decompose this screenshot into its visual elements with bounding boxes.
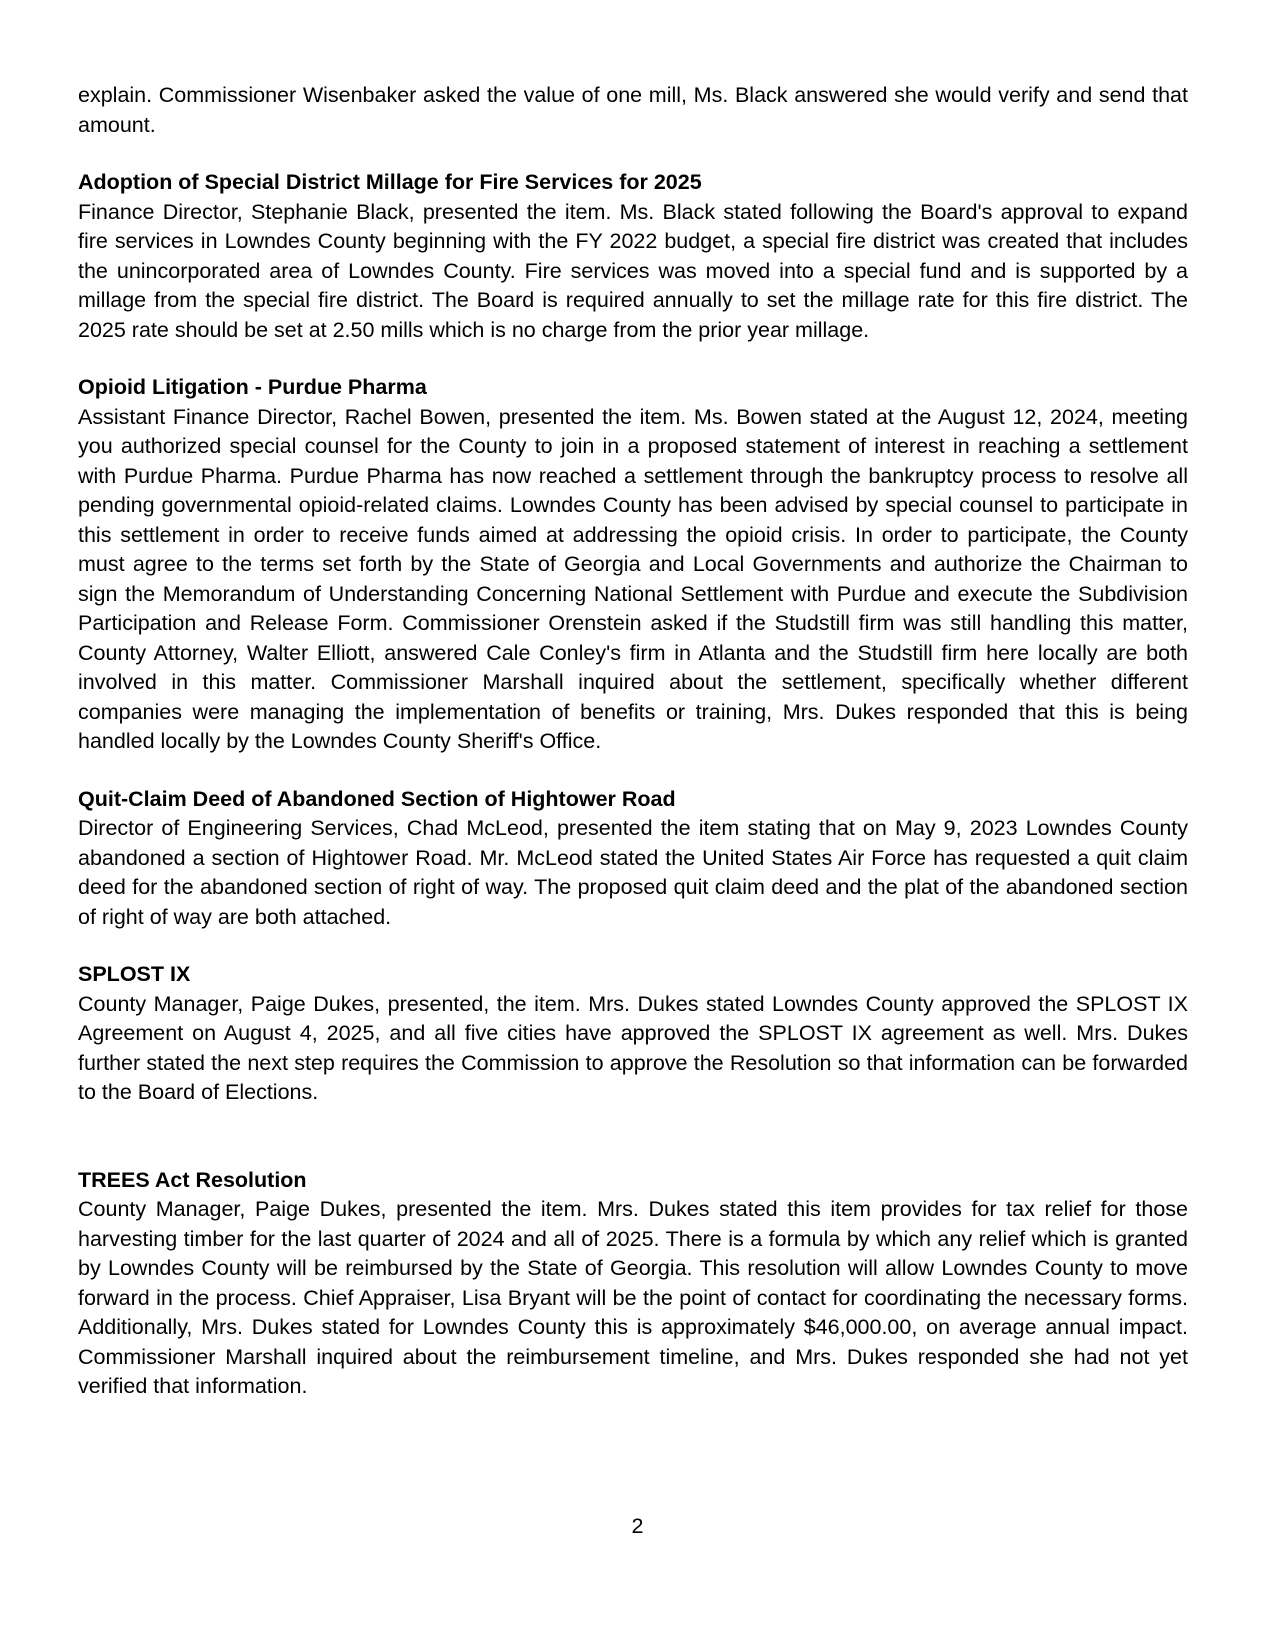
section-body-splost-ix: County Manager, Paige Dukes, presented, the item. Mrs. Dukes stated Lowndes County approved the SPLOST IX Agreement on August 4, 2025, and all five cities have approved the SPLOST IX agreement as well. Mrs. Dukes further stated the next step requires the Commission to approve the Resolution so that information can be forwarded to the Board of Elections. xyxy=(78,991,1188,1104)
intro-paragraph: explain. Commissioner Wisenbaker asked the value of one mill, Ms. Black answered she would verify and send that amount. xyxy=(78,83,1188,137)
section-body-quit-claim-deed: Director of Engineering Services, Chad McLeod, presented the item stating that on May 9, 2023 Lowndes County abandoned a section of Hightower Road. Mr. McLeod stated the United States Air Force has requested a quit claim deed for the abandoned section of right of way. The proposed quit claim deed and the plat of the abandoned section of right of way are both attached. xyxy=(78,816,1188,929)
page-number: 2 xyxy=(631,1514,644,1538)
section-heading-opioid-litigation: Opioid Litigation - Purdue Pharma xyxy=(78,375,427,399)
section-heading-fire-services-millage: Adoption of Special District Millage for Fire Services for 2025 xyxy=(78,170,702,194)
section-heading-trees-act: TREES Act Resolution xyxy=(78,1167,307,1192)
section-opioid-litigation xyxy=(78,373,1188,757)
section-heading-splost-ix: SPLOST IX xyxy=(78,962,191,986)
section-fire-services-millage xyxy=(78,168,1188,345)
section-trees-act xyxy=(78,1166,1188,1402)
section-body-opioid-litigation: Assistant Finance Director, Rachel Bowen, presented the item. Ms. Bowen stated at the August 12, 2024, meeting you authorized special counsel for the County to join in a proposed statement of interest in reaching a settlement with Purdue Pharma. Purdue Pharma has now reached a settlement through the bankruptcy process to resolve all pending governmental opioid-related claims. Lowndes County has been advised by special counsel to participate in this settlement in order to receive funds aimed at addressing the opioid crisis. In order to participate, the County must agree to the terms set forth by the State of Georgia and Local Governments and authorize the Chairman to sign the Memorandum of Understanding Concerning National Settlement with Purdue and execute the Subdivision Participation and Release Form. Commissioner Orenstein asked if the Studstill firm was still handling this matter, County Attorney, Walter Elliott, answered Cale Conley's firm in Atlanta and the Studstill firm here locally are both involved in this matter. Commissioner Marshall inquired about the settlement, specifically whether different companies were managing the implementation of benefits or training, Mrs. Dukes responded that this is being handled locally by the Lowndes County Sheriff's Office. xyxy=(78,404,1188,753)
section-quit-claim-deed xyxy=(78,785,1188,933)
section-body-fire-services-millage: Finance Director, Stephanie Black, presented the item. Ms. Black stated following the Board's approval to expand fire services in Lowndes County beginning with the FY 2022 budget, a special fire district was created that includes the unincorporated area of Lowndes County. Fire services was moved into a special fund and is supported by a millage from the special fire district. The Board is required annually to set the millage rate for this fire district. The 2025 rate should be set at 2.50 mills which is no charge from the prior year millage. xyxy=(78,199,1188,342)
section-heading-quit-claim-deed: Quit-Claim Deed of Abandoned Section of Hightower Road xyxy=(78,786,676,811)
section-splost-ix xyxy=(78,960,1188,1108)
section-body-trees-act: County Manager, Paige Dukes, presented the item. Mrs. Dukes stated this item provides for tax relief for those harvesting timber for the last quarter of 2024 and all of 2025. There is a formula by which any relief which is granted by Lowndes County will be reimbursed by the State of Georgia. This resolution will allow Lowndes County to move forward in the process. Chief Appraiser, Lisa Bryant will be the point of contact for coordinating the necessary forms. Additionally, Mrs. Dukes stated for Lowndes County this is approximately $46,000.00, on average annual impact. Commissioner Marshall inquired about the reimbursement timeline, and Mrs. Dukes responded she had not yet verified that information. xyxy=(78,1197,1188,1398)
